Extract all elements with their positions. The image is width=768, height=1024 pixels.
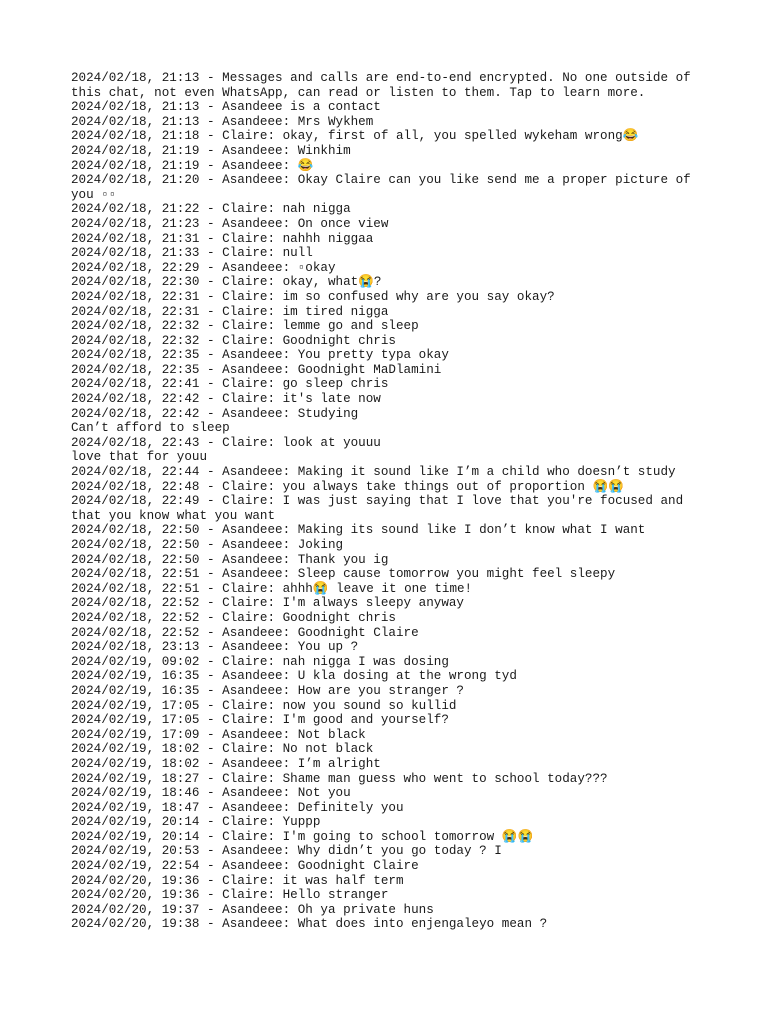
chat-line: 2024/02/18, 22:32 - Claire: Goodnight chris <box>71 333 396 348</box>
chat-line: 2024/02/18, 21:19 - Asandeee: Winkhim <box>71 143 351 158</box>
chat-line: 2024/02/19, 16:35 - Asandeee: How are you stranger ? <box>71 683 464 698</box>
chat-line: 2024/02/19, 22:54 - Asandeee: Goodnight Claire <box>71 859 419 874</box>
chat-line: 2024/02/19, 20:53 - Asandeee: Why didn’t you go today ? I <box>71 844 502 859</box>
chat-line: 2024/02/18, 21:13 - Asandeee is a contact <box>71 100 381 115</box>
chat-line: 2024/02/18, 21:19 - Asandeee: 😂 <box>71 158 314 173</box>
chat-line: 2024/02/18, 22:50 - Asandeee: Making its sound like I don’t know what I want <box>71 523 646 538</box>
chat-line: 2024/02/19, 20:14 - Claire: I'm going to school tomorrow 😭😭 <box>71 829 534 844</box>
chat-line: 2024/02/19, 18:47 - Asandeee: Definitely you <box>71 800 404 815</box>
chat-line: Can’t afford to sleep <box>71 421 230 436</box>
chat-line: 2024/02/18, 22:41 - Claire: go sleep chris <box>71 377 389 392</box>
chat-line: 2024/02/18, 21:22 - Claire: nah nigga <box>71 202 351 217</box>
chat-line: 2024/02/18, 22:51 - Claire: ahhh😭 leave it one time! <box>71 581 473 596</box>
chat-line: 2024/02/20, 19:36 - Claire: Hello stranger <box>71 888 389 903</box>
chat-line: 2024/02/18, 22:52 - Claire: Goodnight chris <box>71 610 396 625</box>
chat-line: 2024/02/18, 22:43 - Claire: look at youuu <box>71 435 381 450</box>
chat-line: 2024/02/18, 22:50 - Asandeee: Joking <box>71 538 344 552</box>
chat-line: 2024/02/18, 22:48 - Claire: you always take things out of proportion 😭😭 <box>71 479 624 494</box>
chat-line: 2024/02/18, 22:35 - Asandeee: Goodnight MaDlamini <box>71 362 442 377</box>
chat-line: 2024/02/18, 22:42 - Asandeee: Studying <box>71 406 359 421</box>
chat-export-text <box>71 71 699 932</box>
chat-line: 2024/02/20, 19:36 - Claire: it was half term <box>71 873 404 888</box>
chat-line: 2024/02/18, 22:50 - Asandeee: Thank you ig <box>71 552 389 567</box>
chat-line: 2024/02/18, 22:52 - Asandeee: Goodnight Claire <box>71 625 419 640</box>
chat-line: love that for youu <box>71 450 208 465</box>
chat-line: 2024/02/18, 21:18 - Claire: okay, first of all, you spelled wykeham wrong😂 <box>71 129 639 144</box>
chat-line: 2024/02/18, 21:23 - Asandeee: On once view <box>71 216 389 231</box>
chat-line: 2024/02/19, 17:09 - Asandeee: Not black <box>71 727 366 742</box>
chat-line: 2024/02/18, 22:49 - Claire: I was just saying that I love that you're focused and that you know what you want <box>71 494 691 523</box>
chat-line: 2024/02/19, 18:02 - Claire: No not black <box>71 742 374 757</box>
chat-line: 2024/02/20, 19:37 - Asandeee: Oh ya private huns <box>71 902 434 917</box>
chat-line: 2024/02/19, 20:14 - Claire: Yuppp <box>71 815 321 830</box>
chat-line: 2024/02/18, 22:52 - Claire: I'm always sleepy anyway <box>71 596 464 611</box>
chat-line: 2024/02/19, 18:02 - Asandeee: I’m alright <box>71 756 381 771</box>
chat-line: 2024/02/18, 22:42 - Claire: it's late now <box>71 392 381 407</box>
chat-line: 2024/02/19, 18:46 - Asandeee: Not you <box>71 786 351 801</box>
chat-line: 2024/02/18, 21:33 - Claire: null <box>71 246 313 261</box>
chat-line: 2024/02/18, 21:13 - Messages and calls are end-to-end encrypted. No one outside of this chat, not even WhatsApp, can read or listen to them. Tap to learn more. <box>71 71 699 100</box>
chat-line: 2024/02/18, 22:35 - Asandeee: You pretty typa okay <box>71 348 449 363</box>
chat-line: 2024/02/18, 22:51 - Asandeee: Sleep cause tomorrow you might feel sleepy <box>71 567 616 582</box>
chat-line: 2024/02/19, 18:27 - Claire: Shame man guess who went to school today??? <box>71 771 608 786</box>
chat-line: 2024/02/19, 17:05 - Claire: now you sound so kullid <box>71 698 457 713</box>
chat-line: 2024/02/18, 22:32 - Claire: lemme go and sleep <box>71 319 419 334</box>
chat-line: 2024/02/19, 16:35 - Asandeee: U kla dosing at the wrong tyd <box>71 669 517 684</box>
chat-line: 2024/02/18, 22:31 - Claire: im tired nigga <box>71 304 389 319</box>
chat-line: 2024/02/18, 21:20 - Asandeee: Okay Claire can you like send me a proper picture of you ▫▫ <box>71 173 699 202</box>
chat-line: 2024/02/19, 09:02 - Claire: nah nigga I was dosing <box>71 654 449 669</box>
chat-line: 2024/02/18, 22:44 - Asandeee: Making it sound like I’m a child who doesn’t study <box>71 465 676 480</box>
chat-line: 2024/02/18, 21:31 - Claire: nahhh niggaa <box>71 231 374 246</box>
chat-line: 2024/02/18, 22:29 - Asandeee: ▫okay <box>71 260 336 275</box>
chat-line: 2024/02/18, 22:30 - Claire: okay, what😭? <box>71 275 382 290</box>
chat-line: 2024/02/18, 22:31 - Claire: im so confused why are you say okay? <box>71 289 555 304</box>
chat-line: 2024/02/19, 17:05 - Claire: I'm good and yourself? <box>71 713 449 728</box>
chat-line: 2024/02/18, 21:13 - Asandeee: Mrs Wykhem <box>71 114 374 129</box>
chat-line: 2024/02/18, 23:13 - Asandeee: You up ? <box>71 640 359 655</box>
chat-line: 2024/02/20, 19:38 - Asandeee: What does into enjengaleyo mean ? <box>71 917 548 932</box>
